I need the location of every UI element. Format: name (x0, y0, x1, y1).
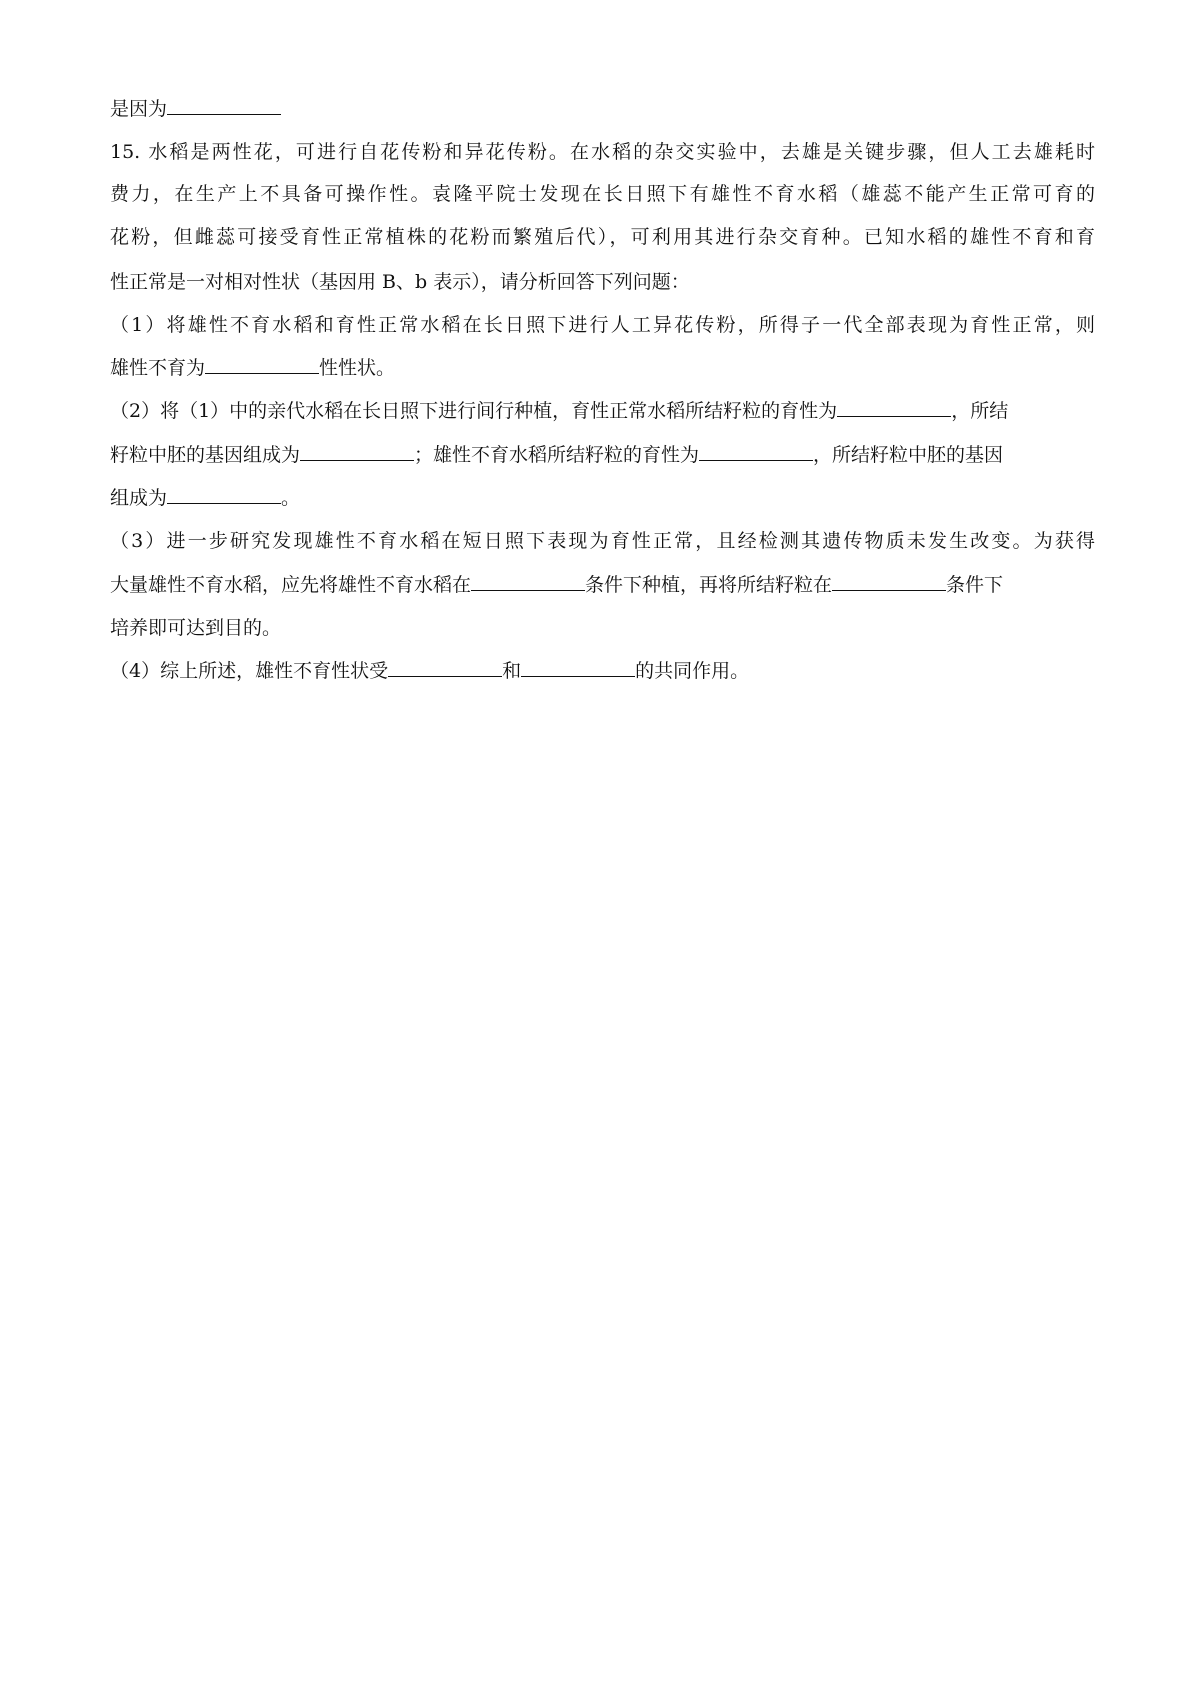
answer-blank[interactable] (832, 570, 946, 591)
answer-blank[interactable] (837, 396, 951, 417)
answer-blank[interactable] (471, 570, 585, 591)
part-2-text: ；雄性不育水稻所结籽粒的育性为 (414, 444, 700, 466)
part-2-text: （2）将（1）中的亲代水稻在长日照下进行间行种植，育性正常水稻所结籽粒的育性为 (110, 400, 838, 422)
part-2-line-1 (110, 396, 1095, 426)
part-4-text: 的共同作用。 (635, 660, 750, 682)
question-15-line-2 (110, 179, 1095, 209)
answer-blank[interactable] (300, 440, 414, 461)
part-3-line-2 (110, 570, 1095, 600)
part-1-text: （1）将雄性不育水稻和育性正常水稻在长日照下进行人工异花传粉，所得子一代全部表现为育性正常，则 (110, 314, 1095, 336)
part-2-text: 籽粒中胚的基因组成为 (110, 444, 301, 466)
answer-blank[interactable] (521, 656, 635, 677)
part-4-text: 和 (502, 660, 522, 682)
answer-blank[interactable] (205, 353, 319, 374)
part-2-text: 组成为 (110, 487, 168, 509)
part-4-line-1 (110, 656, 1095, 686)
answer-blank[interactable] (167, 94, 281, 115)
part-1-text: 雄性不育为 (110, 357, 206, 379)
question-15-line-1 (110, 137, 1095, 167)
part-3-line-1 (110, 526, 1095, 556)
question-number: 15. (110, 141, 141, 163)
answer-blank[interactable] (699, 440, 813, 461)
part-1-text: 性性状。 (319, 357, 396, 379)
part-3-text: 条件下种植，再将所结籽粒在 (585, 574, 833, 596)
part-3-text: 大量雄性不育水稻，应先将雄性不育水稻在 (110, 574, 472, 596)
part-2-text: 。 (281, 487, 301, 509)
part-3-text: （3）进一步研究发现雄性不育水稻在短日照下表现为育性正常，且经检测其遗传物质未发生改变。为获得 (110, 530, 1095, 552)
question-15-line-3 (110, 222, 1095, 252)
previous-question-tail (110, 94, 1095, 124)
part-1-line-2 (110, 353, 1095, 383)
part-2-text: ，所结籽粒中胚的基因 (813, 444, 1004, 466)
part-3-line-3 (110, 613, 1095, 643)
answer-blank[interactable] (167, 483, 281, 504)
part-2-line-2 (110, 440, 1095, 470)
previous-question-text: 是因为 (110, 98, 168, 120)
part-3-text: 条件下 (946, 574, 1004, 596)
question-stem-text: 费力，在生产上不具备可操作性。袁隆平院士发现在长日照下有雄性不育水稻（雄蕊不能产生正常可育的 (110, 183, 1095, 205)
question-stem-text: 性正常是一对相对性状（基因用 B、b 表示），请分析回答下列问题： (110, 271, 690, 293)
part-4-text: （4）综上所述，雄性不育性状受 (110, 660, 389, 682)
part-3-text: 培养即可达到目的。 (110, 617, 282, 639)
question-stem-text: 水稻是两性花，可进行自花传粉和异花传粉。在水稻的杂交实验中，去雄是关键步骤，但人工去雄耗时 (148, 141, 1095, 163)
question-stem-text: 花粉，但雌蕊可接受育性正常植株的花粉而繁殖后代），可利用其进行杂交育种。已知水稻的雄性不育和育 (110, 226, 1095, 248)
question-15-line-4 (110, 267, 1095, 297)
part-2-line-3 (110, 483, 1095, 513)
answer-blank[interactable] (388, 656, 502, 677)
part-1-line-1 (110, 310, 1095, 340)
part-2-text: ，所结 (951, 400, 1009, 422)
